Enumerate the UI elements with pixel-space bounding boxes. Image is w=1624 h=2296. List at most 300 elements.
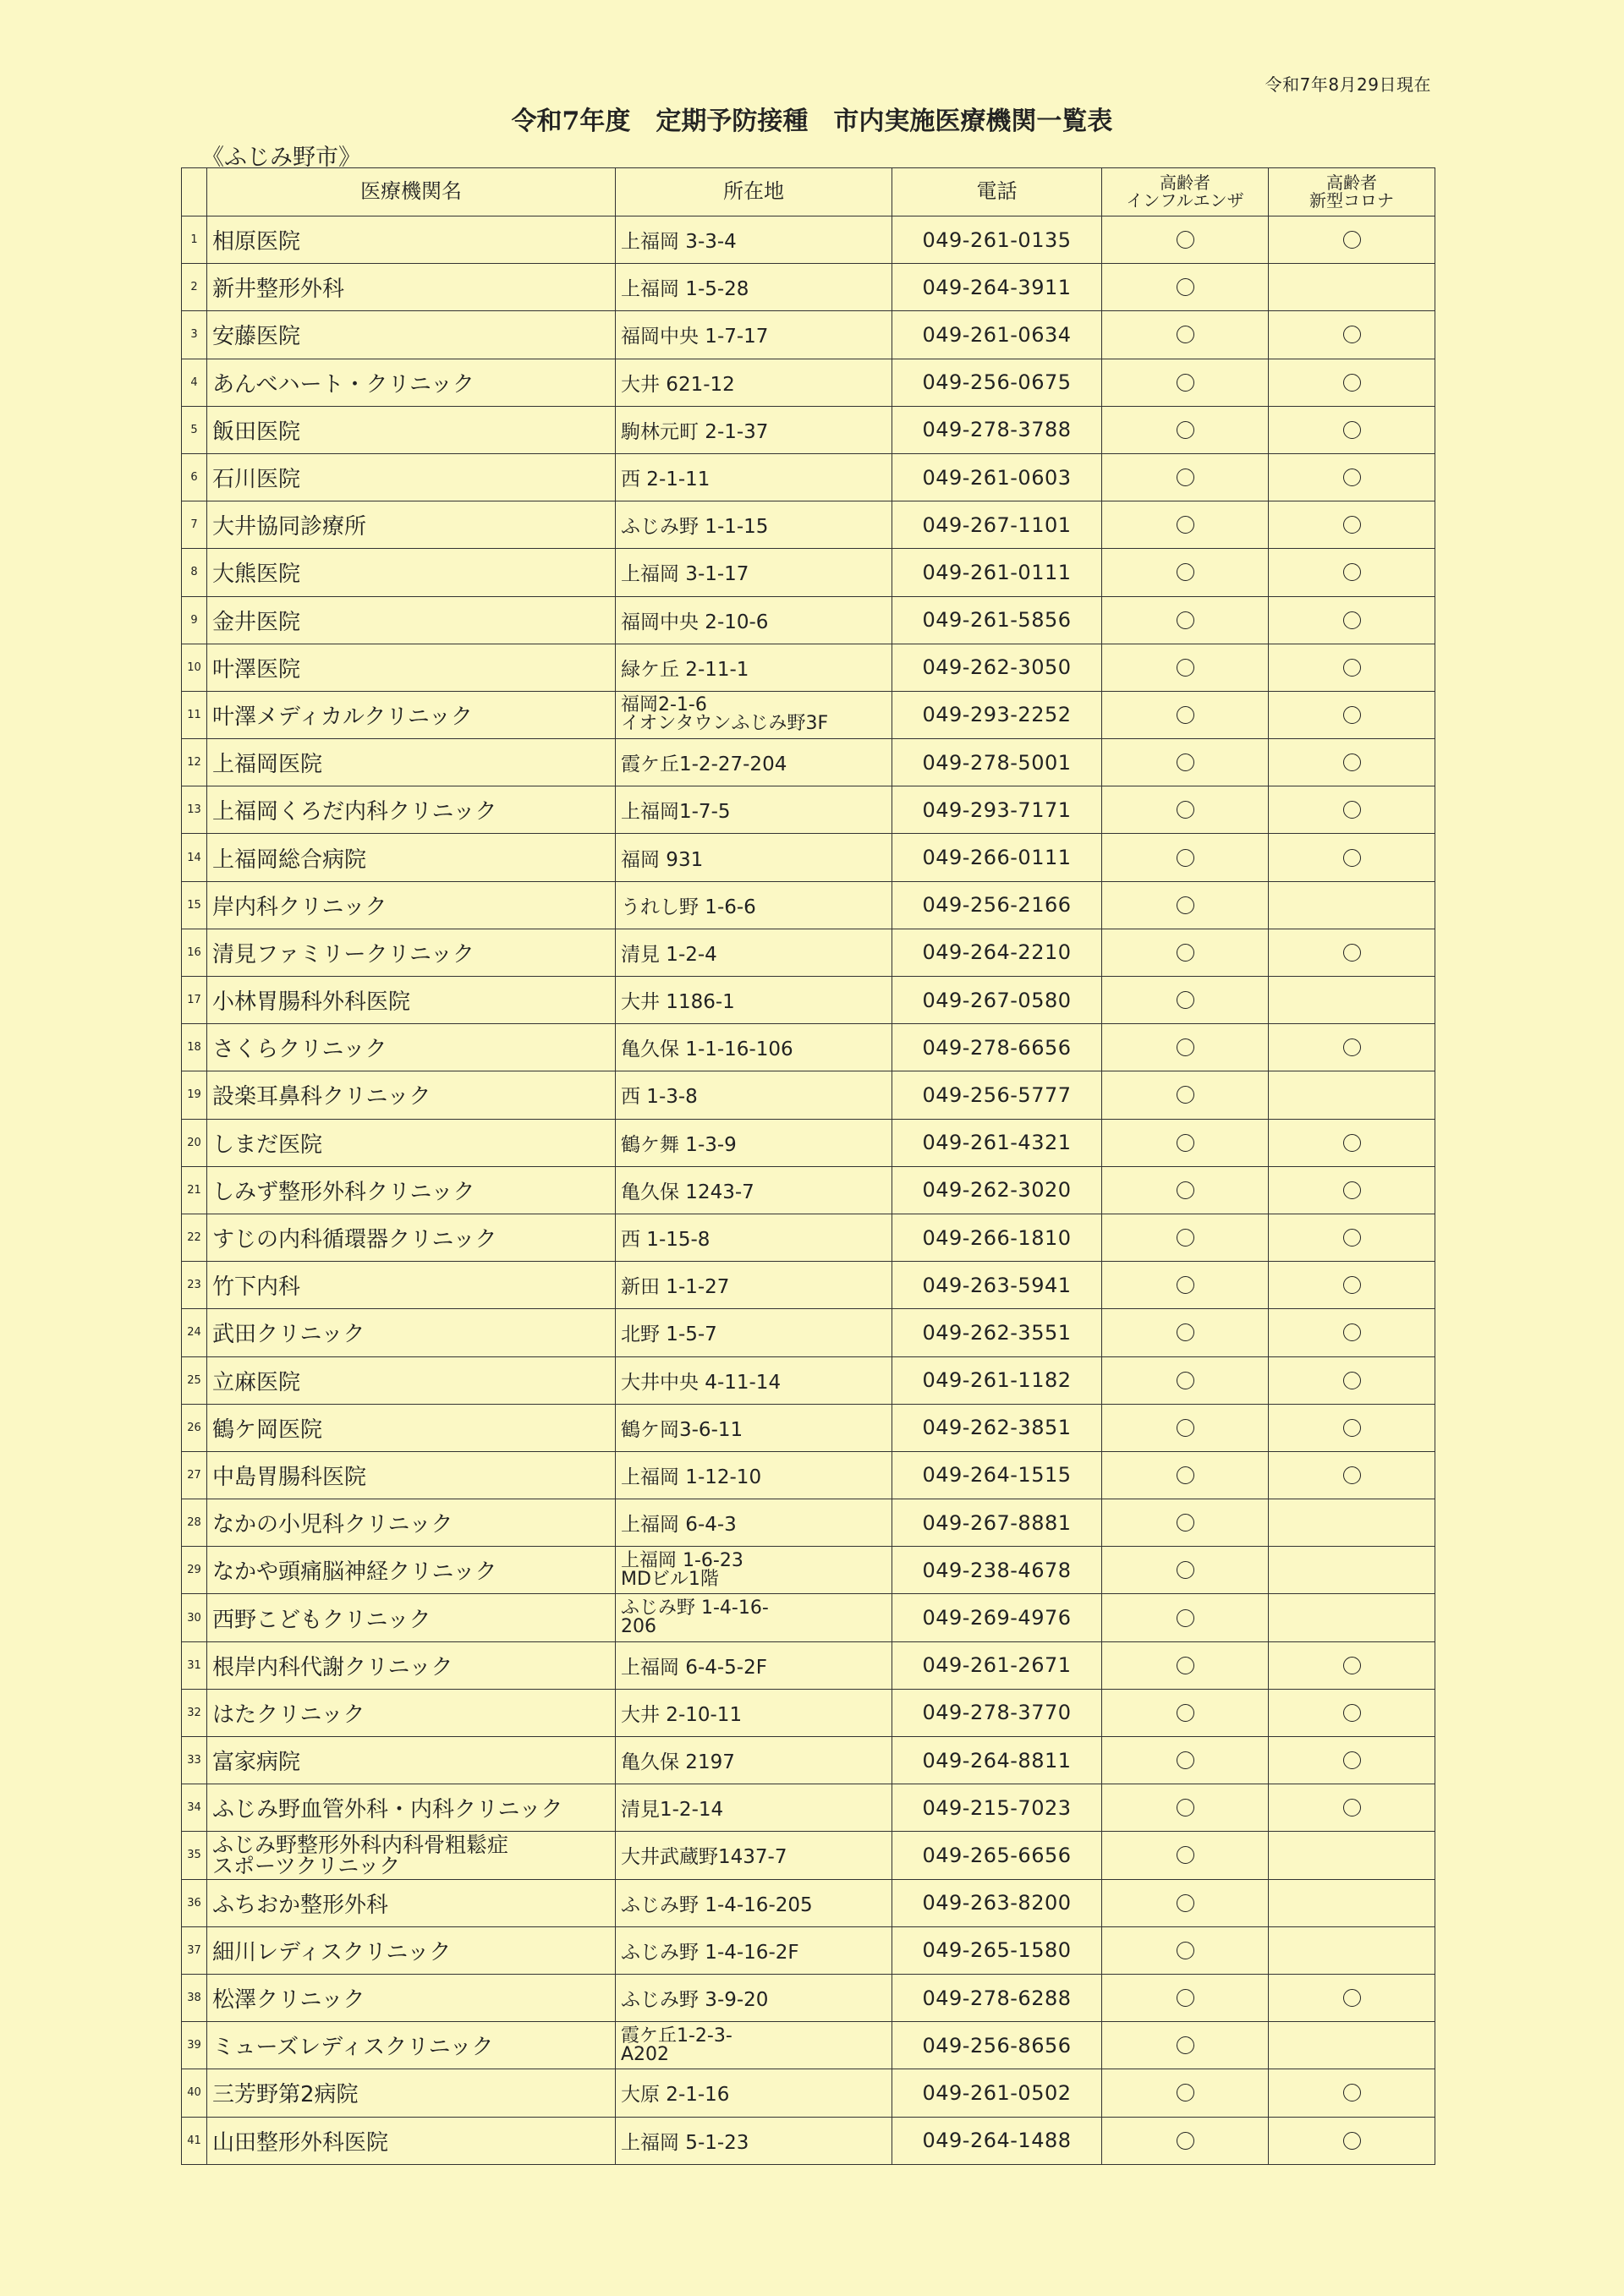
clinic-name — [207, 1547, 616, 1594]
clinic-name — [207, 311, 616, 359]
clinic-name — [207, 644, 616, 691]
covid-cell — [1269, 786, 1435, 834]
clinic-address-line: 大井 621-12 — [621, 373, 735, 396]
clinic-address-line: 福岡 931 — [621, 848, 704, 871]
table-row — [182, 2069, 1435, 2117]
header-number — [182, 168, 207, 216]
flu-cell — [1102, 2117, 1269, 2164]
flu-cell — [1102, 786, 1269, 834]
covid-available-mark — [1343, 421, 1361, 439]
clinic-address-line: MDビル1階 — [621, 1568, 719, 1590]
clinic-name-line: 中島胃腸科医院 — [212, 1464, 367, 1490]
header-covid — [1269, 168, 1435, 216]
table-row — [182, 1451, 1435, 1499]
covid-cell — [1269, 1071, 1435, 1119]
clinic-address-line: 上福岡 1-6-23 — [621, 1549, 743, 1571]
flu-available-mark — [1177, 1086, 1194, 1104]
clinic-name — [207, 1974, 616, 2021]
table-row — [182, 1309, 1435, 1356]
table-header-row — [182, 168, 1435, 216]
covid-available-mark — [1343, 849, 1361, 867]
clinic-name-line: 根岸内科代謝クリニック — [212, 1654, 453, 1680]
clinic-address — [616, 1024, 892, 1071]
clinic-address — [616, 1641, 892, 1689]
clinic-name-line: 立麻医院 — [212, 1369, 301, 1395]
flu-available-mark — [1177, 1181, 1194, 1199]
covid-available-mark — [1343, 1323, 1361, 1341]
clinic-name — [207, 1119, 616, 1166]
clinic-address — [616, 1499, 892, 1547]
flu-cell — [1102, 739, 1269, 786]
covid-available-mark — [1343, 1419, 1361, 1437]
clinic-address-line: 大原 2-1-16 — [621, 2084, 730, 2107]
document-title: 令和7年度 定期予防接種 市内実施医療機関一覧表 — [511, 107, 1113, 136]
clinic-name-line: ふじみ野整形外科内科骨粗鬆症 — [212, 1832, 509, 1857]
clinic-phone: 049-267-0580 — [892, 977, 1102, 1024]
clinic-name — [207, 1309, 616, 1356]
clinic-name — [207, 691, 616, 738]
covid-cell — [1269, 644, 1435, 691]
flu-available-mark — [1177, 1657, 1194, 1674]
clinic-address — [616, 1974, 892, 2021]
clinic-name-line: あんべハート・クリニック — [212, 371, 475, 397]
flu-available-mark — [1177, 991, 1194, 1009]
clinic-name — [207, 786, 616, 834]
clinic-name — [207, 2069, 616, 2117]
clinic-address — [616, 644, 892, 691]
flu-cell — [1102, 1737, 1269, 1784]
clinic-phone: 049-256-8656 — [892, 2022, 1102, 2069]
clinic-phone: 049-256-0675 — [892, 359, 1102, 406]
flu-available-mark — [1177, 1466, 1194, 1484]
covid-available-mark — [1343, 1229, 1361, 1247]
flu-available-mark — [1177, 2084, 1194, 2101]
covid-cell — [1269, 1547, 1435, 1594]
flu-cell — [1102, 216, 1269, 264]
table-row — [182, 1166, 1435, 1214]
clinic-name-line: 岸内科クリニック — [212, 894, 387, 920]
flu-available-mark — [1177, 1989, 1194, 2007]
flu-available-mark — [1177, 1229, 1194, 1247]
clinic-phone: 049-261-5856 — [892, 596, 1102, 644]
clinic-address — [616, 311, 892, 359]
row-number: 28 — [182, 1499, 207, 1547]
clinic-phone: 049-267-8881 — [892, 1499, 1102, 1547]
clinic-address-line: 大井 2-10-11 — [621, 1703, 743, 1726]
flu-available-mark — [1177, 1609, 1194, 1627]
clinic-address-line: 駒林元町 2-1-37 — [621, 420, 769, 443]
flu-available-mark — [1177, 611, 1194, 629]
covid-cell — [1269, 501, 1435, 549]
clinic-name — [207, 453, 616, 501]
flu-cell — [1102, 1451, 1269, 1499]
flu-available-mark — [1177, 516, 1194, 534]
flu-cell — [1102, 977, 1269, 1024]
clinic-name — [207, 1499, 616, 1547]
clinic-address-line: ふじみ野 3-9-20 — [621, 1989, 769, 2012]
flu-available-mark — [1177, 801, 1194, 819]
flu-available-mark — [1177, 1038, 1194, 1056]
clinic-name-line: ふじみ野血管外科・内科クリニック — [212, 1797, 563, 1823]
row-number: 32 — [182, 1689, 207, 1736]
clinic-name — [207, 216, 616, 264]
table-row — [182, 2117, 1435, 2164]
clinic-address — [616, 596, 892, 644]
flu-available-mark — [1177, 1419, 1194, 1437]
covid-cell — [1269, 453, 1435, 501]
table-row — [182, 1832, 1435, 1879]
covid-available-mark — [1343, 1799, 1361, 1817]
row-number: 34 — [182, 1784, 207, 1832]
table-row — [182, 406, 1435, 453]
clinic-address — [616, 691, 892, 738]
covid-cell — [1269, 834, 1435, 881]
covid-cell — [1269, 977, 1435, 1024]
table-row — [182, 739, 1435, 786]
clinic-phone: 049-264-1515 — [892, 1451, 1102, 1499]
row-number: 5 — [182, 406, 207, 453]
clinic-address-line: ふじみ野 1-1-15 — [621, 516, 769, 539]
row-number: 14 — [182, 834, 207, 881]
clinic-address-line: 上福岡 5-1-23 — [621, 2131, 749, 2154]
clinic-name-line: 西野こどもクリニック — [212, 1607, 431, 1633]
row-number: 26 — [182, 1404, 207, 1451]
flu-cell — [1102, 644, 1269, 691]
flu-available-mark — [1177, 1751, 1194, 1769]
clinic-name — [207, 1594, 616, 1641]
clinic-address — [616, 881, 892, 929]
clinic-address — [616, 929, 892, 976]
clinic-phone: 049-264-2210 — [892, 929, 1102, 976]
flu-cell — [1102, 2069, 1269, 2117]
covid-cell — [1269, 216, 1435, 264]
clinic-address-line: 大井中央 4-11-14 — [621, 1371, 782, 1394]
flu-available-mark — [1177, 1323, 1194, 1341]
covid-cell — [1269, 691, 1435, 738]
clinic-name-line: 鶴ケ岡医院 — [212, 1417, 323, 1443]
table-row — [182, 1547, 1435, 1594]
flu-cell — [1102, 453, 1269, 501]
clinic-phone: 049-262-3851 — [892, 1404, 1102, 1451]
clinic-phone: 049-261-0502 — [892, 2069, 1102, 2117]
row-number: 3 — [182, 311, 207, 359]
clinic-address-line: 西 1-15-8 — [621, 1229, 710, 1252]
clinic-phone: 049-256-5777 — [892, 1071, 1102, 1119]
covid-cell — [1269, 2117, 1435, 2164]
clinic-phone: 049-266-1810 — [892, 1214, 1102, 1261]
clinic-address-line: 亀久保 1-1-16-106 — [621, 1038, 793, 1061]
clinic-name — [207, 1832, 616, 1879]
flu-available-mark — [1177, 2132, 1194, 2150]
row-number: 6 — [182, 453, 207, 501]
covid-cell — [1269, 1166, 1435, 1214]
clinic-phone: 049-215-7023 — [892, 1784, 1102, 1832]
covid-available-mark — [1343, 2132, 1361, 2150]
clinic-name-line: しみず整形外科クリニック — [212, 1179, 475, 1205]
covid-available-mark — [1343, 1181, 1361, 1199]
clinic-name — [207, 1451, 616, 1499]
covid-cell — [1269, 264, 1435, 311]
row-number: 33 — [182, 1737, 207, 1784]
flu-available-mark — [1177, 1514, 1194, 1532]
clinic-table — [181, 167, 1435, 2165]
clinic-name — [207, 264, 616, 311]
clinic-address — [616, 1689, 892, 1736]
clinic-phone: 049-278-6288 — [892, 1974, 1102, 2021]
covid-cell — [1269, 1832, 1435, 1879]
table-row — [182, 1119, 1435, 1166]
flu-available-mark — [1177, 326, 1194, 343]
clinic-address-line: 西 2-1-11 — [621, 469, 710, 491]
clinic-phone: 049-261-2671 — [892, 1641, 1102, 1689]
clinic-address-line: 上福岡 3-3-4 — [621, 231, 737, 254]
flu-available-mark — [1177, 1134, 1194, 1152]
covid-cell — [1269, 1262, 1435, 1309]
covid-available-mark — [1343, 1751, 1361, 1769]
clinic-address — [616, 1404, 892, 1451]
table-row — [182, 1737, 1435, 1784]
clinic-address-line: 上福岡1-7-5 — [621, 801, 731, 824]
clinic-phone: 049-263-5941 — [892, 1262, 1102, 1309]
clinic-name — [207, 834, 616, 881]
clinic-name — [207, 1071, 616, 1119]
clinic-phone: 049-264-3911 — [892, 264, 1102, 311]
covid-cell — [1269, 1499, 1435, 1547]
table-row — [182, 881, 1435, 929]
row-number: 1 — [182, 216, 207, 264]
clinic-address — [616, 359, 892, 406]
clinic-address-line: イオンタウンふじみ野3F — [621, 713, 829, 735]
clinic-name — [207, 929, 616, 976]
clinic-address — [616, 834, 892, 881]
clinic-name — [207, 1784, 616, 1832]
clinic-address — [616, 1214, 892, 1261]
flu-cell — [1102, 1309, 1269, 1356]
clinic-phone: 049-261-0135 — [892, 216, 1102, 264]
flu-cell — [1102, 1879, 1269, 1926]
covid-available-mark — [1343, 469, 1361, 486]
header-address: 所在地 — [616, 168, 892, 216]
row-number: 30 — [182, 1594, 207, 1641]
clinic-address — [616, 1547, 892, 1594]
clinic-phone: 049-261-1182 — [892, 1356, 1102, 1404]
clinic-address — [616, 453, 892, 501]
table-row — [182, 359, 1435, 406]
covid-cell — [1269, 1689, 1435, 1736]
row-number: 20 — [182, 1119, 207, 1166]
flu-available-mark — [1177, 278, 1194, 296]
covid-available-mark — [1343, 944, 1361, 962]
clinic-address-line: 206 — [621, 1616, 656, 1638]
clinic-name-line: 松澤クリニック — [212, 1987, 365, 2014]
clinic-name-line: 細川レディスクリニック — [212, 1939, 452, 1965]
table-row — [182, 1404, 1435, 1451]
table-row — [182, 1071, 1435, 1119]
table-row — [182, 834, 1435, 881]
header-flu — [1102, 168, 1269, 216]
clinic-address — [616, 2069, 892, 2117]
clinic-name-line: 飯田医院 — [212, 419, 301, 445]
covid-available-mark — [1343, 1038, 1361, 1056]
clinic-name-line: 山田整形外科医院 — [212, 2129, 389, 2156]
table-row — [182, 977, 1435, 1024]
flu-cell — [1102, 1166, 1269, 1214]
covid-cell — [1269, 881, 1435, 929]
clinic-name — [207, 2117, 616, 2164]
clinic-name — [207, 1356, 616, 1404]
clinic-name-line: 武田クリニック — [212, 1322, 365, 1348]
row-number: 17 — [182, 977, 207, 1024]
covid-cell — [1269, 1404, 1435, 1451]
clinic-address-line: ふじみ野 1-4-16-2F — [621, 1941, 799, 1964]
clinic-address — [616, 2022, 892, 2069]
flu-cell — [1102, 596, 1269, 644]
row-number: 35 — [182, 1832, 207, 1879]
flu-available-mark — [1177, 1561, 1194, 1579]
flu-cell — [1102, 1689, 1269, 1736]
covid-available-mark — [1343, 1134, 1361, 1152]
clinic-address — [616, 1879, 892, 1926]
row-number: 2 — [182, 264, 207, 311]
clinic-name-line: 叶澤メディカルクリニック — [212, 704, 473, 730]
clinic-name — [207, 1689, 616, 1736]
clinic-address-line: 上福岡 1-5-28 — [621, 278, 749, 301]
clinic-name-line: しまだ医院 — [212, 1132, 323, 1158]
header-covid-line2: 新型コロナ — [1309, 190, 1394, 211]
clinic-address-line: 霞ケ丘1-2-3- — [621, 2025, 732, 2047]
clinic-name — [207, 501, 616, 549]
covid-available-mark — [1343, 1372, 1361, 1389]
covid-cell — [1269, 1926, 1435, 1974]
clinic-phone: 049-262-3050 — [892, 644, 1102, 691]
flu-cell — [1102, 549, 1269, 596]
header-covid-line1: 高齢者 — [1326, 173, 1377, 193]
covid-cell — [1269, 1024, 1435, 1071]
clinic-address — [616, 1071, 892, 1119]
clinic-name — [207, 359, 616, 406]
header-clinic-name: 医療機関名 — [207, 168, 616, 216]
clinic-phone: 049-261-0634 — [892, 311, 1102, 359]
clinic-address-line: 鶴ケ岡3-6-11 — [621, 1418, 743, 1441]
clinic-address — [616, 406, 892, 453]
flu-available-mark — [1177, 1372, 1194, 1389]
clinic-phone: 049-256-2166 — [892, 881, 1102, 929]
covid-cell — [1269, 1119, 1435, 1166]
clinic-name-line: 新井整形外科 — [212, 277, 345, 303]
clinic-address-line: 上福岡 3-1-17 — [621, 563, 749, 586]
clinic-address-line: 西 1-3-8 — [621, 1086, 698, 1109]
clinic-address-line: 清見 1-2-4 — [621, 943, 717, 966]
clinic-name — [207, 1879, 616, 1926]
flu-available-mark — [1177, 944, 1194, 962]
covid-cell — [1269, 1784, 1435, 1832]
clinic-name — [207, 1024, 616, 1071]
row-number: 15 — [182, 881, 207, 929]
clinic-name — [207, 1404, 616, 1451]
covid-cell — [1269, 1214, 1435, 1261]
covid-available-mark — [1343, 1704, 1361, 1722]
clinic-name-line: 三芳野第2病院 — [212, 2082, 359, 2108]
clinic-address-line: 清見1-2-14 — [621, 1799, 724, 1822]
clinic-name-line: スポーツクリニック — [212, 1853, 401, 1878]
covid-cell — [1269, 311, 1435, 359]
row-number: 8 — [182, 549, 207, 596]
clinic-name-line: なかの小児科クリニック — [212, 1512, 453, 1538]
flu-cell — [1102, 1024, 1269, 1071]
row-number: 25 — [182, 1356, 207, 1404]
table-row — [182, 1879, 1435, 1926]
clinic-name-line: なかや頭痛脳神経クリニック — [212, 1559, 497, 1586]
clinic-name-line: 叶澤医院 — [212, 656, 301, 682]
row-number: 22 — [182, 1214, 207, 1261]
flu-available-mark — [1177, 374, 1194, 392]
row-number: 19 — [182, 1071, 207, 1119]
city-label: 《ふじみ野市》 — [201, 145, 361, 171]
clinic-name — [207, 2022, 616, 2069]
clinic-phone: 049-293-2252 — [892, 691, 1102, 738]
clinic-address-line: 上福岡 1-12-10 — [621, 1466, 762, 1488]
clinic-name — [207, 739, 616, 786]
covid-cell — [1269, 2022, 1435, 2069]
clinic-phone: 049-261-0111 — [892, 549, 1102, 596]
flu-cell — [1102, 1974, 1269, 2021]
clinic-address-line: 霞ケ丘1-2-27-204 — [621, 753, 787, 776]
flu-available-mark — [1177, 1704, 1194, 1722]
clinic-name-line: 上福岡くろだ内科クリニック — [212, 799, 497, 825]
clinic-address-line: 亀久保 1243-7 — [621, 1181, 754, 1203]
clinic-phone: 049-278-3788 — [892, 406, 1102, 453]
flu-cell — [1102, 929, 1269, 976]
covid-cell — [1269, 929, 1435, 976]
clinic-name-line: ふちおか整形外科 — [212, 1892, 389, 1918]
covid-available-mark — [1343, 801, 1361, 819]
clinic-name-line: 設楽耳鼻科クリニック — [212, 1084, 431, 1110]
row-number: 31 — [182, 1641, 207, 1689]
table-row — [182, 264, 1435, 311]
covid-cell — [1269, 1451, 1435, 1499]
clinic-phone: 049-263-8200 — [892, 1879, 1102, 1926]
flu-cell — [1102, 501, 1269, 549]
clinic-phone: 049-278-6656 — [892, 1024, 1102, 1071]
clinic-phone: 049-264-8811 — [892, 1737, 1102, 1784]
row-number: 23 — [182, 1262, 207, 1309]
flu-cell — [1102, 1784, 1269, 1832]
clinic-phone: 049-266-0111 — [892, 834, 1102, 881]
covid-cell — [1269, 2069, 1435, 2117]
flu-cell — [1102, 1262, 1269, 1309]
flu-cell — [1102, 1641, 1269, 1689]
table-row — [182, 2022, 1435, 2069]
flu-cell — [1102, 2022, 1269, 2069]
row-number: 12 — [182, 739, 207, 786]
clinic-address — [616, 216, 892, 264]
covid-cell — [1269, 1309, 1435, 1356]
clinic-address — [616, 1926, 892, 1974]
covid-available-mark — [1343, 374, 1361, 392]
row-number: 7 — [182, 501, 207, 549]
flu-available-mark — [1177, 231, 1194, 249]
flu-available-mark — [1177, 1846, 1194, 1864]
clinic-address-line: 鶴ケ舞 1-3-9 — [621, 1133, 737, 1156]
row-number: 39 — [182, 2022, 207, 2069]
flu-cell — [1102, 1594, 1269, 1641]
clinic-address-line: 大井武蔵野1437-7 — [621, 1846, 787, 1869]
clinic-address — [616, 1784, 892, 1832]
row-number: 9 — [182, 596, 207, 644]
covid-available-mark — [1343, 1276, 1361, 1294]
table-row — [182, 691, 1435, 738]
clinic-name — [207, 977, 616, 1024]
